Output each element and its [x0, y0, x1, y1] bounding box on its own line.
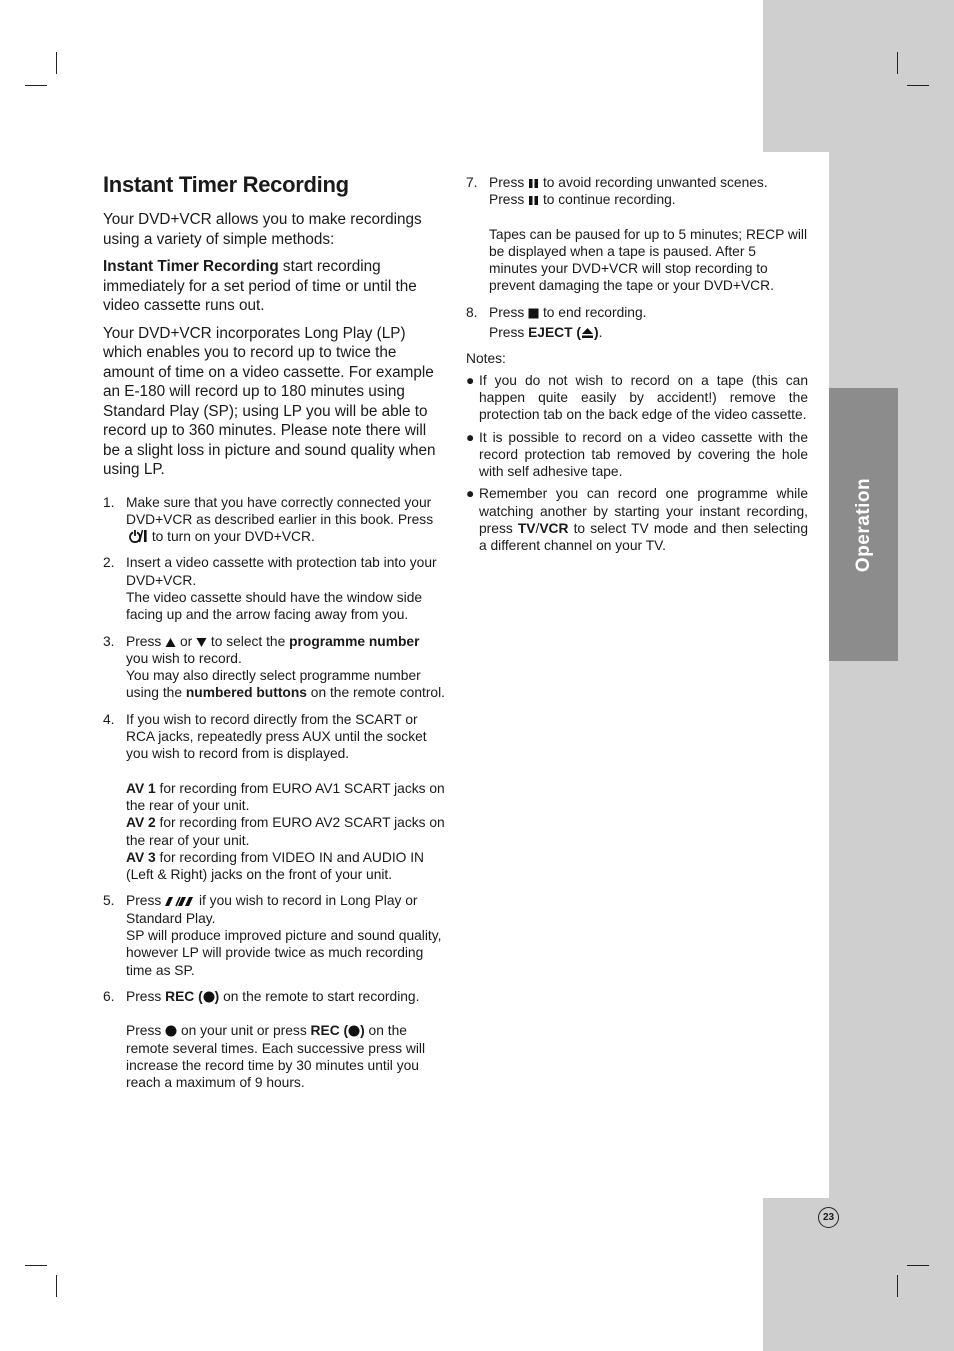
- crop-mark: [25, 85, 47, 86]
- step-body: [126, 711, 445, 884]
- step-4: [103, 711, 445, 884]
- text: [126, 814, 445, 849]
- step-body: [126, 494, 445, 546]
- speed-icon: [165, 896, 195, 907]
- step-body: [126, 633, 445, 702]
- crop-mark: [907, 85, 929, 86]
- text: The video cassette should have the window side facing up and the arrow facing away from you.: [126, 589, 423, 623]
- step-body: [489, 174, 808, 295]
- bold-term: ): [214, 988, 220, 1004]
- stop-icon: [528, 308, 539, 319]
- text: SP will produce improved picture and sound quality, however LP will provide twice as much recording time as SP.: [126, 928, 442, 978]
- step-3: [103, 633, 445, 702]
- bold-term: VCR: [539, 521, 569, 537]
- bold-term: ): [594, 325, 599, 341]
- text: or: [176, 633, 197, 649]
- text: Press: [126, 893, 166, 909]
- step-5: [103, 892, 445, 978]
- step-body: [126, 892, 445, 978]
- text: Press: [126, 988, 166, 1004]
- text: to continue recording.: [539, 192, 676, 208]
- crop-mark: [897, 1275, 898, 1297]
- note-item: [466, 485, 808, 554]
- step-number: 6.: [103, 988, 115, 1004]
- text: [489, 174, 808, 191]
- text: Press: [489, 304, 529, 320]
- text: [126, 849, 445, 884]
- steps-list: [103, 494, 445, 1092]
- text: start recording immediately for a set period of time or until the video cassette runs out.: [103, 258, 417, 314]
- bold-term: Instant Timer Recording: [103, 258, 279, 275]
- record-icon: [165, 1025, 177, 1037]
- step-body: [126, 554, 445, 623]
- up-arrow-icon: [165, 637, 176, 648]
- text: [126, 667, 445, 702]
- bold-term: AV 2: [126, 815, 156, 831]
- intro-paragraph: Your DVD+VCR incorporates Long Play (LP) which enables you to record up to twice the amount of time on a video cassette. For example an E-180 will record up to 180 minutes using Standard Play (SP); using LP you will be able to record up to 360 minutes. Please note there will be a slight loss in picture and sound quality when using LP.: [103, 324, 436, 478]
- text: to select the: [207, 633, 290, 649]
- note-item: [466, 372, 808, 424]
- text: Tapes can be paused for up to 5 minutes; RECP will be displayed when a tape is paused. After 5 minutes your DVD+VCR will stop recording to prevent damaging the tape or your DVD+VCR.: [489, 226, 808, 294]
- notes-title: Notes:: [466, 351, 506, 367]
- text: you wish to record.: [126, 650, 242, 666]
- text: [489, 324, 808, 341]
- bold-term: AV 1: [126, 780, 156, 796]
- text: Make sure that you have correctly connected your DVD+VCR as described earlier in this book. Press: [126, 494, 434, 527]
- crop-mark: [25, 1265, 47, 1266]
- spacer: [489, 209, 808, 226]
- step-number: 7.: [466, 175, 478, 190]
- bullet-icon: ●: [466, 486, 475, 502]
- step-2: [103, 554, 445, 623]
- text: for recording from VIDEO IN and AUDIO IN (Left & Right) jacks on the front of your unit.: [126, 849, 425, 883]
- step-6: [103, 988, 445, 1091]
- intro-paragraph: Your DVD+VCR allows you to make recordings using a variety of simple methods:: [103, 211, 422, 248]
- step-8: [466, 304, 808, 342]
- text: on the remote control.: [306, 685, 445, 701]
- text: to end recording.: [539, 304, 647, 320]
- text: if you wish to record in Long Play or Standard Play.: [126, 893, 418, 926]
- text: to select TV mode and then selecting a different channel on your TV.: [479, 521, 808, 554]
- bold-term: TV: [517, 521, 536, 537]
- text: on the remote to start recording.: [219, 988, 420, 1004]
- crop-mark: [907, 1265, 929, 1266]
- page-number: 23: [818, 1207, 839, 1228]
- bold-term: ): [360, 1023, 365, 1039]
- power-icon: [126, 529, 148, 543]
- bold-term: numbered buttons: [185, 685, 307, 701]
- text: for recording from EURO AV2 SCART jacks on the rear of your unit.: [126, 815, 445, 848]
- bullet-icon: ●: [466, 429, 475, 445]
- text: [126, 780, 445, 815]
- pause-icon: [528, 195, 539, 206]
- step-number: 1.: [103, 494, 115, 510]
- sidebar-background-top: [763, 0, 954, 152]
- step-number: 8.: [466, 304, 478, 320]
- spacer: [126, 763, 445, 780]
- record-icon: [348, 1025, 360, 1037]
- text: If you do not wish to record on a tape (this can happen quite easily by accident!) remove the protection tab on the back edge of the video cassette.: [479, 372, 808, 423]
- text: to avoid recording unwanted scenes.: [539, 175, 768, 190]
- page-title: Instant Timer Recording: [103, 172, 349, 197]
- step-body: [126, 988, 445, 1091]
- text: Press: [489, 192, 529, 208]
- text: on your unit or press: [177, 1023, 311, 1039]
- step-number: 3.: [103, 633, 115, 649]
- text: You may also directly select programme number using the: [126, 668, 421, 701]
- text: If you wish to record directly from the SCART or RCA jacks, repeatedly press AUX until the socket you wish to record from is displayed.: [126, 711, 427, 762]
- step-7: [466, 174, 808, 295]
- bullet-icon: ●: [466, 372, 475, 388]
- text: [126, 892, 445, 927]
- down-arrow-icon: [196, 637, 207, 648]
- sidebar-background: [829, 152, 954, 1198]
- step-body: [489, 304, 808, 342]
- bold-term: EJECT (: [528, 325, 582, 341]
- intro: [103, 210, 445, 480]
- text: for recording from EURO AV1 SCART jacks on the rear of your unit.: [126, 780, 445, 813]
- step-1: [103, 494, 445, 546]
- crop-mark: [897, 52, 898, 74]
- text: .: [598, 325, 603, 341]
- crop-mark: [56, 1275, 57, 1297]
- text: [126, 1022, 445, 1091]
- text: to turn on your DVD+VCR.: [148, 529, 315, 545]
- bold-term: REC (: [165, 988, 203, 1004]
- text: Insert a video cassette with protection tab into your DVD+VCR.: [126, 555, 437, 588]
- bold-term: AV 3: [126, 849, 156, 865]
- text: Press: [126, 633, 166, 649]
- text: It is possible to record on a video cassette with the record protection tab removed by covering the hole with self adhesive tape.: [479, 429, 808, 480]
- text: [489, 304, 808, 321]
- step-number: 5.: [103, 893, 115, 909]
- intro-paragraph: [103, 257, 445, 316]
- text: /: [535, 521, 540, 537]
- section-tab-label: Operation: [852, 477, 874, 572]
- text: Press: [489, 325, 529, 341]
- text: Press: [126, 1023, 166, 1039]
- text: Remember you can record one programme while watching another by starting your instant recording, press: [479, 486, 808, 537]
- text: [479, 485, 808, 554]
- text: on the remote several times. Each successive press will increase the record time by 30 minutes until you reach a maximum of 9 hours.: [126, 1023, 426, 1091]
- step-number: 2.: [103, 555, 115, 571]
- record-icon: [203, 991, 215, 1003]
- section-tab: [829, 388, 898, 661]
- step-number: 4.: [103, 711, 115, 727]
- note-item: [466, 429, 808, 481]
- crop-mark: [56, 52, 57, 74]
- text: [489, 191, 808, 208]
- pause-icon: [528, 178, 539, 189]
- text: [126, 633, 445, 668]
- text: [126, 988, 445, 1005]
- left-column: [103, 172, 445, 1100]
- steps-list-continued: [466, 174, 808, 341]
- bold-term: programme number: [289, 633, 420, 649]
- bold-term: REC (: [310, 1023, 349, 1039]
- eject-icon: [581, 327, 594, 339]
- right-column: [466, 172, 808, 560]
- spacer: [126, 1005, 445, 1022]
- text: Press: [489, 175, 529, 190]
- sidebar-background-bottom: [763, 1198, 954, 1351]
